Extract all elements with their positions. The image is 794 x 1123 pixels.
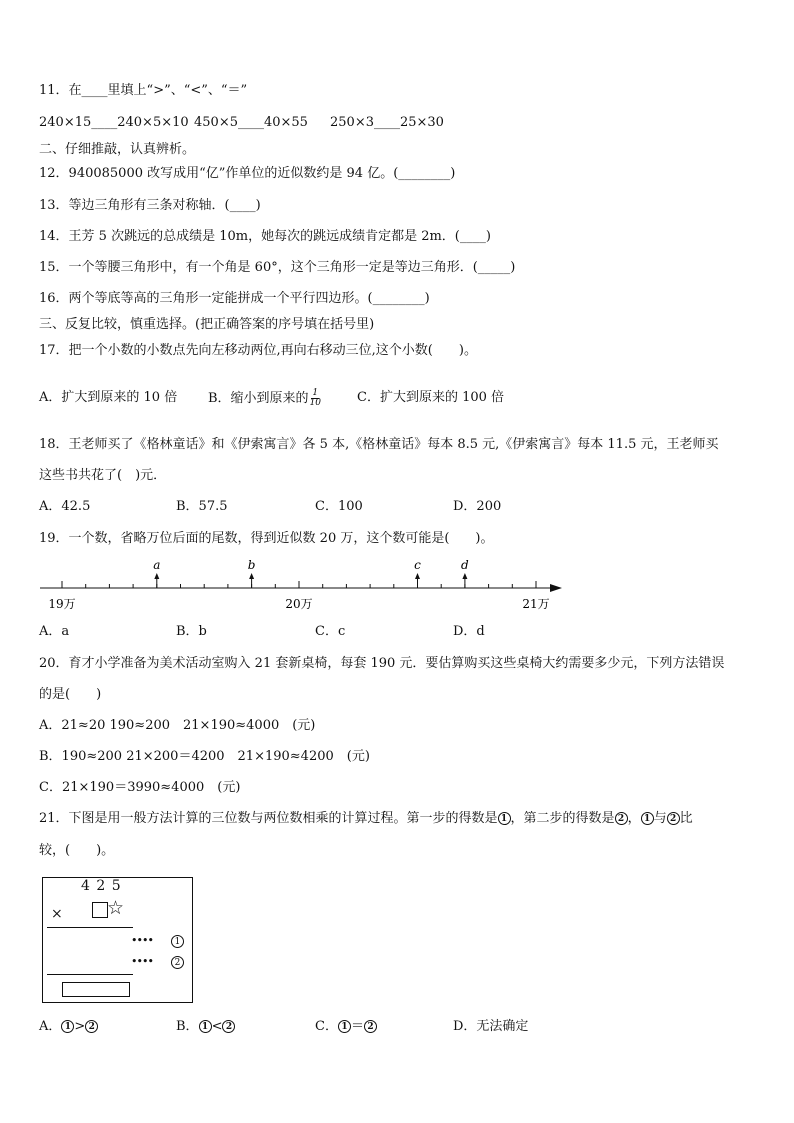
q19-option-a: A．a bbox=[39, 624, 70, 639]
marker-arrowhead-b bbox=[249, 573, 254, 579]
q18-option-c: C．100 bbox=[315, 499, 363, 514]
marker-label-c: c bbox=[414, 558, 421, 572]
question-19-stem: 19．一个数，省略万位后面的尾数，得到近似数 20 万，这个数可能是( )。 bbox=[39, 531, 494, 546]
q19-option-b: B．b bbox=[176, 624, 207, 639]
q17-option-b: B．缩小到原来的 $\frac{1}{10}$ bbox=[208, 388, 322, 408]
q20-option-c: C．21×190＝3990≈4000 (元) bbox=[39, 780, 241, 795]
question-14: 14．王芳 5 次跳远的总成绩是 10m，她每次的跳远成绩肯定都是 2m．(____) bbox=[39, 229, 491, 244]
partial-product-2-dots: •••• bbox=[131, 955, 153, 968]
q11-item-3: 250×3____25×30 bbox=[330, 115, 444, 130]
circled-number-1: 1 bbox=[641, 812, 654, 825]
product-line-2 bbox=[47, 974, 133, 975]
marker-arrowhead-c bbox=[415, 573, 420, 579]
question-20-stem-line2: 的是( ) bbox=[39, 687, 102, 702]
blank-box-digit bbox=[92, 902, 108, 918]
section-2-heading: 二、仔细推敲，认真辨析。 bbox=[39, 142, 196, 157]
q19-option-d: D．d bbox=[453, 624, 485, 639]
number-line-figure bbox=[36, 554, 576, 614]
times-sign: × bbox=[51, 906, 63, 922]
q21-option-b: B． 1 < 2 bbox=[176, 1018, 235, 1036]
question-11-stem: 11．在____里填上“>”、“<”、“＝” bbox=[39, 83, 248, 98]
circled-number-1: 1 bbox=[171, 935, 184, 948]
product-line-1 bbox=[47, 927, 133, 928]
q11-item-2: 450×5____40×55 bbox=[194, 115, 308, 130]
q21-option-c: C． 1 ＝ 2 bbox=[315, 1018, 377, 1036]
question-21-stem-line2: 较，( )。 bbox=[39, 843, 115, 858]
question-12: 12．940085000 改写成用“亿”作单位的近似数约是 94 亿。(________) bbox=[39, 166, 456, 181]
question-16: 16．两个等底等高的三角形一定能拼成一个平行四边形。(________) bbox=[39, 291, 430, 306]
q18-option-d: D．200 bbox=[453, 499, 502, 514]
multiplicand: 4 2 5 bbox=[81, 878, 122, 894]
q11-item-1: 240×15____240×5×10 bbox=[39, 115, 189, 130]
question-18-stem-line2: 这些书共花了( )元． bbox=[39, 468, 167, 483]
q21-option-d: D．无法确定 bbox=[453, 1019, 529, 1034]
q20-option-a: A．21≈20 190≈200 21×190≈4000 (元) bbox=[39, 718, 316, 733]
q21-option-a: A． 1 > 2 bbox=[39, 1018, 98, 1036]
q19-option-c: C．c bbox=[315, 624, 346, 639]
q17-option-a: A．扩大到原来的 10 倍 bbox=[39, 390, 178, 405]
question-21-stem-line1: 21．下图是用一般方法计算的三位数与两位数相乘的计算过程。第一步的得数是 1 ，第二步的得数是 2 ， 1 与 2 比 bbox=[39, 811, 693, 826]
marker-label-a: a bbox=[153, 558, 161, 572]
star-icon: ☆ bbox=[107, 897, 125, 919]
question-15: 15．一个等腰三角形中，有一个角是 60°，这个三角形一定是等边三角形．(_____) bbox=[39, 260, 516, 275]
marker-arrowhead-a bbox=[154, 573, 159, 579]
tick-label: 19万 bbox=[48, 597, 76, 611]
marker-arrowhead-d bbox=[462, 573, 467, 579]
q20-option-b: B．190≈200 21×200＝4200 21×190≈4200 (元) bbox=[39, 749, 370, 764]
fraction-one-tenth: $\frac{1}{10}$ bbox=[309, 388, 322, 408]
question-17-stem: 17．把一个小数的小数点先向左移动两位,再向右移动三位,这个小数( )。 bbox=[39, 343, 477, 358]
number-line-tick-labels bbox=[48, 597, 549, 611]
blank-box-result bbox=[62, 982, 130, 997]
circled-number-2: 2 bbox=[667, 812, 680, 825]
q18-option-b: B．57.5 bbox=[176, 499, 228, 514]
partial-product-1-dots: •••• bbox=[131, 934, 153, 947]
number-line-markers bbox=[153, 558, 469, 588]
tick-label: 20万 bbox=[285, 597, 313, 611]
question-13: 13．等边三角形有三条对称轴．(____) bbox=[39, 198, 261, 213]
question-20-stem-line1: 20．育才小学准备为美术活动室购入 21 套新桌椅，每套 190 元．要估算购买这些桌椅大约需要多少元，下列方法错误 bbox=[39, 656, 725, 671]
q17-option-c: C．扩大到原来的 100 倍 bbox=[357, 390, 505, 405]
multiplication-figure bbox=[42, 877, 193, 1003]
question-18-stem-line1: 18．王老师买了《格林童话》和《伊索寓言》各 5 本,《格林童话》每本 8.5 元,《伊索寓言》每本 11.5 元，王老师买 bbox=[39, 437, 719, 452]
section-3-heading: 三、反复比较，慎重选择。(把正确答案的序号填在括号里) bbox=[39, 317, 375, 332]
circled-number-1: 1 bbox=[498, 812, 511, 825]
q18-option-a: A．42.5 bbox=[39, 499, 91, 514]
marker-label-b: b bbox=[247, 558, 256, 572]
circled-number-2: 2 bbox=[171, 956, 184, 969]
tick-label: 21万 bbox=[522, 597, 550, 611]
circled-number-2: 2 bbox=[615, 812, 628, 825]
marker-label-d: d bbox=[461, 558, 469, 572]
number-line-arrow bbox=[550, 584, 562, 592]
